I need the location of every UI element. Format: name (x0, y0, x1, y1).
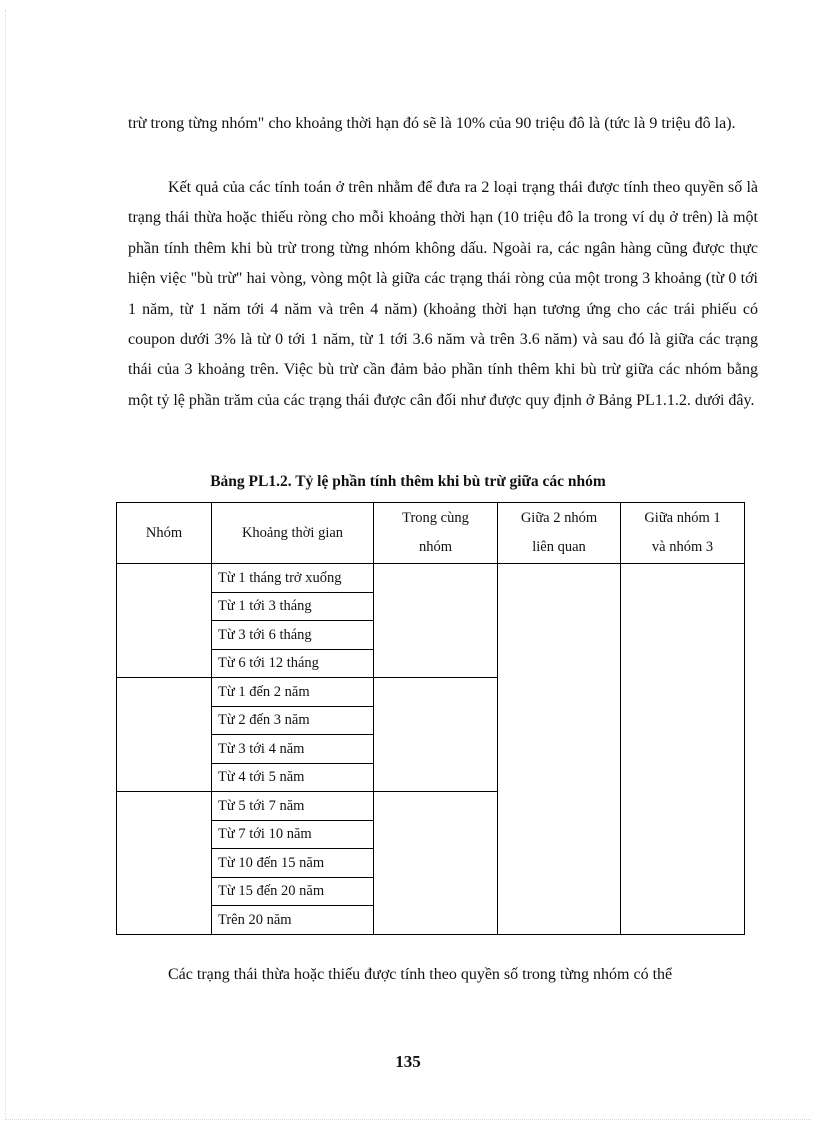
page-number: 135 (395, 1052, 421, 1071)
table-caption: Bảng PL1.2. Tỷ lệ phần tính thêm khi bù trừ giữa các nhóm (210, 473, 606, 490)
paragraph-3: Các trạng thái thừa hoặc thiếu được tính theo quyền số trong từng nhóm có thể (168, 966, 673, 983)
within-group-2-cell (374, 678, 498, 792)
period-cell: Trên 20 năm (212, 906, 374, 935)
header-period: Khoảng thời gian (212, 503, 374, 564)
paragraph-2: Kết quả của các tính toán ở trên nhằm để đưa ra 2 loại trạng thái được tính theo quyền số là trạng thái thừa hoặc thiếu ròng cho mỗi khoảng thời hạn (10 triệu đô la trong ví dụ ở trên) là một phần tính thêm khi bù trừ trong từng nhóm không dấu. Ngoài ra, các ngân hàng cũng được thực hiện việc "bù trừ" hai vòng, vòng một là giữa các trạng thái ròng của một trong 3 khoảng (từ 0 tới 1 năm, từ 1 năm tới 4 năm và trên 4 năm) (khoảng thời hạn tương ứng cho các trái phiếu có coupon dưới 3% là từ 0 tới 1 năm, từ 1 tới 3.6 năm và trên 3.6 năm) và sau đó là giữa các trạng thái của 3 khoảng trên. Việc bù trừ cần đảm bảo phần tính thêm khi bù trừ giữa các nhóm bằng một tỷ lệ phần trăm của các trạng thái được cân đối như được quy định ở Bảng PL1.1.2. dưới đây. (128, 179, 758, 409)
period-cell: Từ 1 đến 2 năm (212, 678, 374, 707)
within-group-3-cell (374, 792, 498, 935)
between-two-groups-cell (498, 564, 621, 935)
group-3-cell (117, 792, 212, 935)
header-between-two-groups: Giữa 2 nhóm liên quan (498, 503, 621, 564)
header-group1-group3: Giữa nhóm 1 và nhóm 3 (621, 503, 745, 564)
period-cell: Từ 15 đến 20 năm (212, 877, 374, 906)
period-cell: Từ 6 tới 12 tháng (212, 649, 374, 678)
table-header-row (117, 503, 745, 564)
period-cell: Từ 10 đến 15 năm (212, 849, 374, 878)
period-cell: Từ 2 đến 3 năm (212, 706, 374, 735)
header-within-group: Trong cùng nhóm (374, 503, 498, 564)
period-cell: Từ 5 tới 7 năm (212, 792, 374, 821)
group-1-cell (117, 564, 212, 678)
group-2-cell (117, 678, 212, 792)
offset-rate-table (116, 502, 745, 935)
header-group: Nhóm (117, 503, 212, 564)
period-cell: Từ 1 tới 3 tháng (212, 592, 374, 621)
group1-group3-cell (621, 564, 745, 935)
paragraph-1: trừ trong từng nhóm" cho khoảng thời hạn đó sẽ là 10% của 90 triệu đô là (tức là 9 triệu đô la). (128, 115, 736, 132)
period-cell: Từ 1 tháng trở xuống (212, 564, 374, 593)
table-row (117, 564, 745, 593)
period-cell: Từ 3 tới 6 tháng (212, 621, 374, 650)
within-group-1-cell (374, 564, 498, 678)
period-cell: Từ 3 tới 4 năm (212, 735, 374, 764)
period-cell: Từ 4 tới 5 năm (212, 763, 374, 792)
period-cell: Từ 7 tới 10 năm (212, 820, 374, 849)
